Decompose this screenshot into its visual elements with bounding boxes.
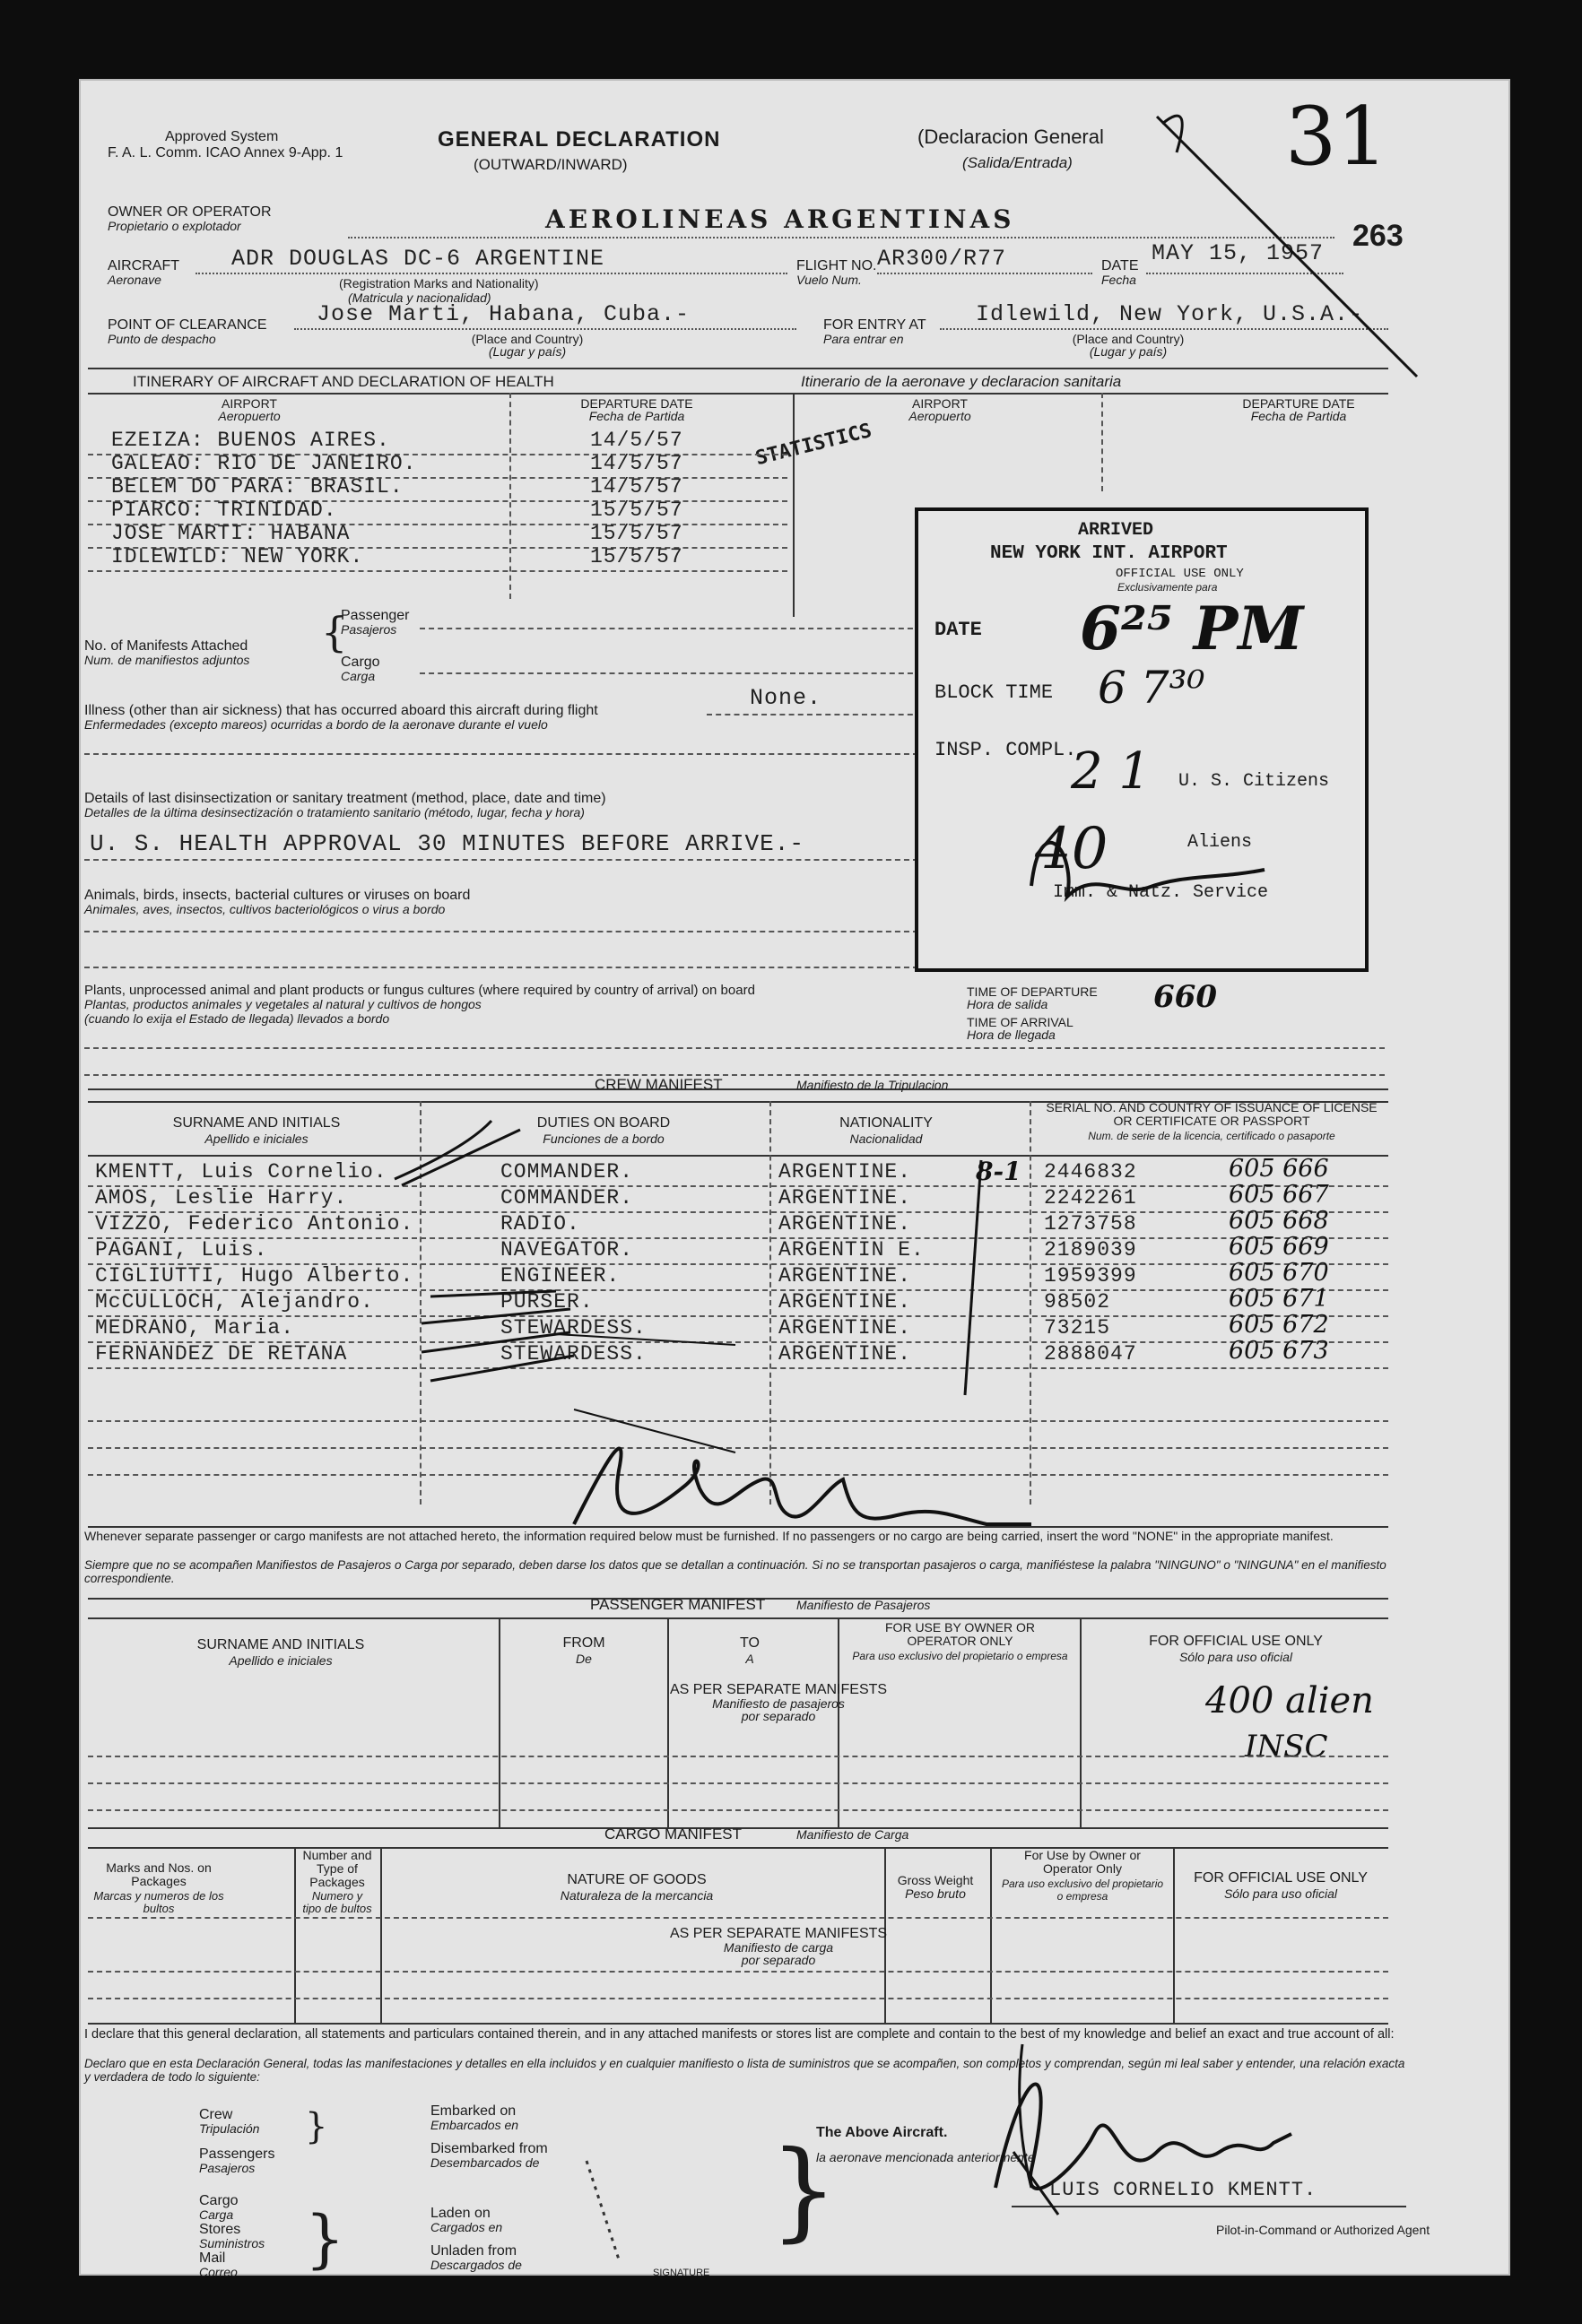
- crew-heading: CREW MANIFEST: [595, 1076, 723, 1093]
- cargo-heading-rule: [88, 1847, 1388, 1849]
- crew-name: FERNANDEZ DE RETANA: [95, 1342, 348, 1366]
- crew-name: AMOS, Leslie Harry.: [95, 1186, 348, 1210]
- passenger-col-to-es: A: [745, 1652, 754, 1666]
- stamp-insp-label: INSP. COMPL.: [934, 739, 1077, 761]
- decl-brace-2: }: [305, 2202, 345, 2276]
- crew-nat: ARGENTINE.: [778, 1212, 912, 1236]
- crew-nat: ARGENTIN E.: [778, 1238, 925, 1262]
- signature-line: [1012, 2206, 1406, 2207]
- plants-label-es-2: (cuando lo exija el Estado de llegada) llevados a bordo: [84, 1011, 390, 1026]
- fal-reference: F. A. L. Comm. ICAO Annex 9-App. 1: [108, 145, 343, 160]
- crew-nat: ARGENTINE.: [778, 1316, 912, 1340]
- entry-value: Idlewild, New York, U.S.A.-: [976, 301, 1364, 327]
- cargo-sep-4: [990, 1847, 992, 2023]
- clearance-label-es: Punto de despacho: [108, 332, 216, 346]
- itinerary-heading-es: Itinerario de la aeronave y declaracion sanitaria: [801, 373, 1122, 390]
- stamp-official-es: Exclusivamente para: [1117, 581, 1218, 594]
- hw-aliens: 40: [1035, 816, 1108, 882]
- itinerary-airport: JOSE MARTI: HABANA: [111, 522, 351, 545]
- hw-block: 6 7³⁰: [1098, 662, 1205, 714]
- passenger-col-owner: FOR USE BY OWNER OR OPERATOR ONLY: [885, 1620, 1035, 1648]
- decl-stores: Stores: [199, 2222, 241, 2237]
- passenger-sep-4: [1080, 1617, 1082, 1827]
- arrival-time-label: TIME OF ARRIVAL: [967, 1015, 1074, 1029]
- date-value: MAY 15, 1957: [1152, 240, 1325, 266]
- stamp-citizens-label: U. S. Citizens: [1178, 771, 1330, 792]
- itinerary-top-rule: [88, 368, 1388, 369]
- passenger-col-official: FOR OFFICIAL USE ONLY: [1149, 1634, 1323, 1649]
- cargo-col-official-es: Sólo para uso oficial: [1223, 1886, 1338, 1901]
- crew-name: MEDRANO, Maria.: [95, 1316, 295, 1340]
- cargo-col-nature-es: Naturaleza de la mercancia: [560, 1888, 714, 1903]
- itinerary-date: 15/5/57: [590, 545, 683, 568]
- illness-label: Illness (other than air sickness) that has occurred aboard this aircraft during flight: [84, 703, 598, 718]
- illness-line: [707, 714, 922, 715]
- page-number: 263: [1352, 219, 1404, 253]
- disinsection-value: U. S. HEALTH APPROVAL 30 MINUTES BEFORE ARRIVE.-: [90, 830, 804, 857]
- decl-disembarked: Disembarked from: [430, 2141, 548, 2156]
- decl-cargo: Cargo: [199, 2193, 239, 2208]
- crew-handwritten-number: 605 668: [1229, 1207, 1329, 1235]
- crew-handwritten-number: 605 672: [1229, 1311, 1329, 1339]
- cargo-separate: AS PER SEPARATE MANIFESTS: [669, 1926, 888, 1941]
- aircraft-label-es: Aeronave: [108, 273, 161, 287]
- stamp-service-label: Imm. & Natz. Service: [1053, 882, 1269, 903]
- crew-serial: 1959399: [1044, 1264, 1137, 1288]
- cargo-manifest-line: [420, 672, 922, 674]
- crew-nat: ARGENTINE.: [778, 1160, 912, 1184]
- form-title: GENERAL DECLARATION: [438, 127, 721, 152]
- hw-insp: 2 1: [1071, 742, 1152, 801]
- hw-arrival-time: 660: [1153, 979, 1217, 1015]
- departure-time-label: TIME OF DEPARTURE: [967, 984, 1098, 999]
- form-subtitle-es: (Salida/Entrada): [962, 154, 1073, 171]
- passenger-separate: AS PER SEPARATE MANIFESTS: [669, 1682, 888, 1697]
- flight-label: FLIGHT NO.: [796, 258, 877, 273]
- crew-handwritten-number: 605 669: [1229, 1233, 1329, 1261]
- crew-handwritten-number: 605 673: [1229, 1337, 1329, 1365]
- aircraft-value: ADR DOUGLAS DC-6 ARGENTINE: [231, 246, 605, 272]
- itinerary-airport: GALEAO: RIO DE JANEIRO.: [111, 452, 417, 475]
- manifests-passenger: Passenger: [341, 608, 410, 623]
- itinerary-date: 14/5/57: [590, 429, 683, 452]
- stamp-date-label: DATE: [934, 619, 982, 641]
- notice-text-es: Siempre que no se acompañen Manifiestos de Pasajeros o Carga por separado, deben darse los datos que se detallan a continuación. Si no se transportan pasajeros o carga, manifiéstese la palabra "NINGUNO" o "NINGUNA" en el manifiesto correspondiente.: [84, 1558, 1386, 1585]
- stamp-aliens-label: Aliens: [1187, 832, 1253, 853]
- itinerary-heading: ITINERARY OF AIRCRAFT AND DECLARATION OF HEALTH: [133, 373, 554, 390]
- hw-passenger-official-2: INSC: [1245, 1729, 1328, 1765]
- cargo-separate-es-2: por separado: [741, 1953, 816, 1967]
- date-underline: [1146, 273, 1343, 274]
- clearance-caption: (Place and Country): [471, 332, 584, 346]
- passenger-separate-es-1: Manifiesto de pasajeros: [712, 1696, 845, 1711]
- passenger-col-from: FROM: [562, 1635, 605, 1651]
- passenger-separate-es-2: por separado: [741, 1709, 816, 1723]
- cargo-col-number: Number and Type of Packages: [302, 1848, 372, 1889]
- decl-crew: Crew: [199, 2107, 233, 2122]
- crew-col-duties-es: Funciones de a bordo: [543, 1132, 665, 1146]
- crew-name: KMENTT, Luis Cornelio.: [95, 1160, 387, 1184]
- disinsection-line: [84, 859, 918, 861]
- crew-serial: 2242261: [1044, 1186, 1137, 1210]
- plants-label: Plants, unprocessed animal and plant products or fungus cultures (where required by country of arrival) on board: [84, 983, 755, 998]
- cargo-col-owner-es: Para uso exclusivo del propietario o empresa: [1001, 1877, 1164, 1903]
- cargo-heading: CARGO MANIFEST: [604, 1825, 743, 1843]
- decl-unladen: Unladen from: [430, 2243, 517, 2259]
- owner-value: AEROLINEAS ARGENTINAS: [545, 204, 1015, 234]
- crew-row-line: [88, 1237, 1388, 1239]
- manifests-label-es: Num. de manifiestos adjuntos: [84, 653, 250, 667]
- passenger-sep-1: [499, 1617, 500, 1827]
- passenger-heading-es: Manifiesto de Pasajeros: [796, 1598, 931, 1612]
- manifests-label: No. of Manifests Attached: [84, 638, 248, 654]
- aircraft-label: AIRCRAFT: [108, 258, 179, 273]
- crew-duty: PURSER.: [500, 1290, 594, 1314]
- stamp-airport: NEW YORK INT. AIRPORT: [990, 543, 1228, 564]
- entry-label: FOR ENTRY AT: [823, 317, 926, 333]
- passenger-col-owner-es: Para uso exclusivo del propietario o empresa: [852, 1650, 1068, 1662]
- handwritten-number: 31: [1285, 90, 1388, 184]
- itinerary-date: 14/5/57: [590, 475, 683, 499]
- cargo-col-official: FOR OFFICIAL USE ONLY: [1194, 1870, 1368, 1886]
- cargo-heading-es: Manifiesto de Carga: [796, 1827, 909, 1842]
- clearance-value: Jose Marti, Habana, Cuba.-: [317, 301, 691, 327]
- itinerary-divider: [793, 393, 795, 617]
- notice-rule: [88, 1526, 1388, 1528]
- registration-caption-es: (Matricula y nacionalidad): [348, 290, 491, 305]
- crew-duty: ENGINEER.: [500, 1264, 621, 1288]
- owner-label-es: Propietario o explotador: [108, 219, 241, 233]
- plants-line: [84, 1047, 1385, 1049]
- passenger-line-3: [88, 1809, 1388, 1811]
- passenger-col-to: TO: [740, 1635, 760, 1651]
- date-label: DATE: [1101, 258, 1139, 273]
- animals-line-2: [84, 967, 918, 968]
- crew-serial: 98502: [1044, 1290, 1111, 1314]
- crew-col-nationality: NATIONALITY: [839, 1115, 933, 1131]
- crew-sep-3: [1030, 1101, 1031, 1505]
- owner-label: OWNER OR OPERATOR: [108, 204, 272, 220]
- crew-duty: RADIO.: [500, 1212, 580, 1236]
- cargo-separate-es-1: Manifiesto de carga: [723, 1940, 834, 1955]
- owner-underline: [348, 237, 1334, 238]
- crew-serial: 2446832: [1044, 1160, 1137, 1184]
- decl-cargo-es: Carga: [199, 2207, 234, 2222]
- passenger-col-name-es: Apellido e iniciales: [229, 1653, 333, 1668]
- plants-line-2: [84, 1074, 1385, 1076]
- col-departure-right-es: Fecha de Partida: [1250, 409, 1347, 423]
- cargo-line-3: [88, 1998, 1388, 1999]
- notice-text: Whenever separate passenger or cargo manifests are not attached hereto, the information required below must be furnished. If no passengers or no cargo are being carried, insert the word "NONE" in the appropriate manifest.: [84, 1529, 1334, 1543]
- manifests-passenger-es: Pasajeros: [341, 622, 397, 637]
- col-departure: DEPARTURE DATE: [580, 396, 693, 411]
- crew-col-nationality-es: Nacionalidad: [849, 1132, 923, 1146]
- passenger-line-1: [88, 1756, 1388, 1757]
- animals-label-es: Animales, aves, insectos, cultivos bacteriológicos o virus a bordo: [84, 902, 446, 916]
- crew-name: PAGANI, Luis.: [95, 1238, 268, 1262]
- stamp-arrived: ARRIVED: [1078, 520, 1154, 541]
- flight-value: AR300/R77: [877, 246, 1007, 272]
- decl-disembarked-es: Desembarcados de: [430, 2155, 540, 2170]
- decl-brace-1: }: [305, 2106, 328, 2147]
- clearance-label: POINT OF CLEARANCE: [108, 317, 267, 333]
- entry-underline: [940, 328, 1388, 330]
- col-airport: AIRPORT: [222, 396, 277, 411]
- animals-line: [84, 931, 918, 932]
- crew-handwritten-number: 605 666: [1229, 1155, 1329, 1183]
- decl-embarked-es: Embarcados en: [430, 2118, 519, 2132]
- col-departure-es: Fecha de Partida: [588, 409, 685, 423]
- cargo-col-weight: Gross Weight: [897, 1873, 974, 1887]
- decl-passengers: Passengers: [199, 2146, 275, 2162]
- crew-col-serial-es: Num. de serie de la licencia, certificado o pasaporte: [1088, 1130, 1335, 1142]
- itinerary-date: 14/5/57: [590, 452, 683, 475]
- cargo-col-marks: Marks and Nos. on Packages: [106, 1860, 212, 1888]
- crew-serial: 73215: [1044, 1316, 1111, 1340]
- crew-nat: ARGENTINE.: [778, 1290, 912, 1314]
- cargo-line-2: [88, 1971, 1388, 1973]
- crew-col-serial: SERIAL NO. AND COUNTRY OF ISSUANCE OF LICENSE OR CERTIFICATE OR PASSPORT: [1046, 1100, 1378, 1128]
- aircraft-underline: [196, 273, 787, 274]
- disinsection-label-es: Detalles de la última desinsectización o tratamiento sanitario (método, lugar, fecha y hora): [84, 805, 585, 819]
- decl-aircraft: The Above Aircraft.: [816, 2125, 948, 2140]
- itinerary-airport: BELEM DO PARA: BRASIL.: [111, 475, 404, 499]
- registration-caption: (Registration Marks and Nationality): [339, 276, 539, 290]
- passenger-sep-2: [667, 1617, 669, 1827]
- illness-line-2: [84, 753, 918, 755]
- form-title-es: (Declaracion General: [917, 126, 1104, 148]
- col-airport-es: Aeropuerto: [218, 409, 281, 423]
- crew-col-duties: DUTIES ON BOARD: [536, 1115, 671, 1131]
- decl-unladen-es: Descargados de: [430, 2258, 522, 2272]
- decl-aircraft-es: la aeronave mencionada anteriormente: [816, 2150, 1035, 2164]
- date-label-es: Fecha: [1101, 273, 1136, 287]
- crew-col-name: SURNAME AND INITIALS: [172, 1115, 341, 1131]
- cargo-sep-1: [294, 1847, 296, 2023]
- manifests-cargo-es: Carga: [341, 669, 376, 683]
- crew-empty-line: [88, 1474, 1388, 1476]
- crew-handwritten-number: 605 671: [1229, 1285, 1329, 1313]
- crew-top-rule: [88, 1088, 1388, 1090]
- flight-underline: [877, 273, 1092, 274]
- clearance-underline: [294, 328, 796, 330]
- crew-duty: STEWARDESS.: [500, 1342, 647, 1366]
- col-airport-right-es: Aeropuerto: [908, 409, 971, 423]
- clearance-caption-es: (Lugar y país): [488, 344, 567, 359]
- entry-label-es: Para entrar en: [823, 332, 904, 346]
- cargo-col-number-es: Numero y tipo de bultos: [302, 1889, 372, 1915]
- crew-row-line: [88, 1367, 1388, 1369]
- passenger-heading: PASSENGER MANIFEST: [590, 1596, 766, 1613]
- arrival-time-label-es: Hora de llegada: [967, 1028, 1056, 1042]
- declaration-form: [79, 79, 1510, 2279]
- illness-label-es: Enfermedades (excepto mareos) ocurridas a bordo de la aeronave durante el vuelo: [84, 717, 548, 732]
- itinerary-airport: IDLEWILD: NEW YORK.: [111, 545, 364, 568]
- decl-mail: Mail: [199, 2250, 226, 2266]
- passenger-sep-3: [838, 1617, 839, 1827]
- itinerary-date: 15/5/57: [590, 499, 683, 522]
- cargo-bottom-rule: [88, 2023, 1388, 2025]
- itinerary-row-line: [88, 570, 787, 572]
- approved-system-label: Approved System: [165, 129, 279, 144]
- decl-passengers-es: Pasajeros: [199, 2161, 256, 2175]
- crew-duty: COMMANDER.: [500, 1186, 634, 1210]
- crew-handwritten-number: 605 667: [1229, 1181, 1329, 1209]
- itinerary-col-sep: [509, 393, 511, 599]
- passenger-col-name: SURNAME AND INITIALS: [196, 1637, 365, 1652]
- crew-duty: NAVEGATOR.: [500, 1238, 634, 1262]
- cargo-col-weight-es: Peso bruto: [905, 1886, 966, 1901]
- entry-caption-es: (Lugar y país): [1089, 344, 1168, 359]
- itinerary-col-sep-right: [1101, 393, 1103, 491]
- crew-serial: 2888047: [1044, 1342, 1137, 1366]
- crew-heading-es: Manifiesto de la Tripulacion: [796, 1078, 949, 1092]
- crew-handwritten-number: 605 670: [1229, 1259, 1329, 1287]
- crew-header-rule: [88, 1155, 1388, 1157]
- cargo-col-nature: NATURE OF GOODS: [567, 1872, 707, 1887]
- animals-label: Animals, birds, insects, bacterial cultures or viruses on board: [84, 888, 471, 903]
- form-subtitle: (OUTWARD/INWARD): [474, 156, 628, 173]
- manifests-brace: {: [321, 608, 348, 656]
- crew-serial: 1273758: [1044, 1212, 1137, 1236]
- crew-name: CIGLIUTTI, Hugo Alberto.: [95, 1264, 414, 1288]
- entry-caption: (Place and Country): [1072, 332, 1185, 346]
- arrival-stamp: [915, 507, 1369, 972]
- hw-passenger-official-1: 400 alien: [1205, 1680, 1374, 1721]
- decl-embarked: Embarked on: [430, 2103, 517, 2119]
- signature-caption: SIGNATURE: [653, 2268, 710, 2278]
- col-airport-right: AIRPORT: [912, 396, 968, 411]
- signer-name: LUIS CORNELIO KMENTT.: [1049, 2179, 1317, 2201]
- cargo-col-marks-es: Marcas y numeros de los bultos: [93, 1889, 224, 1915]
- crew-name: McCULLOCH, Alejandro.: [95, 1290, 374, 1314]
- decl-mail-es: Correo: [199, 2265, 238, 2279]
- hw-date: 6²⁵ PM: [1080, 594, 1304, 663]
- crew-col-name-es: Apellido e iniciales: [204, 1132, 309, 1146]
- decl-crew-es: Tripulación: [199, 2121, 260, 2136]
- illness-value: None.: [750, 685, 822, 711]
- cargo-col-owner: For Use by Owner or Operator Only: [1024, 1848, 1141, 1876]
- stamp-official: OFFICIAL USE ONLY: [1116, 567, 1244, 581]
- crew-sep-1: [420, 1101, 422, 1505]
- declaration-text: I declare that this general declaration, all statements and particulars contained therein, and in any attached manifests or stores list are complete and contain to the best of my knowledge and belief an exact and true account of all:: [84, 2027, 1395, 2042]
- statistics-stamp: STATISTICS: [753, 419, 874, 471]
- hw-crew-tick: 8-1: [976, 1157, 1021, 1186]
- crew-name: VIZZO, Federico Antonio.: [95, 1212, 414, 1236]
- cargo-line-1: [88, 1917, 1388, 1919]
- crew-nat: ARGENTINE.: [778, 1186, 912, 1210]
- crew-nat: ARGENTINE.: [778, 1342, 912, 1366]
- departure-time-label-es: Hora de salida: [967, 997, 1048, 1011]
- cargo-sep-5: [1173, 1847, 1175, 2023]
- crew-empty-line: [88, 1447, 1388, 1449]
- itinerary-airport: EZEIZA: BUENOS AIRES.: [111, 429, 390, 452]
- passenger-line-2: [88, 1782, 1388, 1784]
- crew-sep-2: [769, 1101, 771, 1505]
- decl-laden-es: Cargados en: [430, 2220, 503, 2234]
- itinerary-heading-rule: [88, 393, 1388, 395]
- plants-label-es: Plantas, productos animales y vegetales al natural y cultivos de hongos: [84, 997, 482, 1011]
- crew-serial: 2189039: [1044, 1238, 1137, 1262]
- passenger-col-official-es: Sólo para uso oficial: [1178, 1650, 1293, 1664]
- disinsection-label: Details of last disinsectization or sanitary treatment (method, place, date and time): [84, 791, 606, 806]
- itinerary-airport: PIARCO: TRINIDAD.: [111, 499, 337, 522]
- stamp-block-label: BLOCK TIME: [934, 681, 1054, 704]
- col-departure-right: DEPARTURE DATE: [1242, 396, 1355, 411]
- passenger-manifest-line: [420, 628, 922, 629]
- itinerary-date: 15/5/57: [590, 522, 683, 545]
- decl-laden: Laden on: [430, 2206, 491, 2221]
- passenger-col-from-es: De: [576, 1652, 592, 1666]
- declaration-text-es: Declaro que en esta Declaración General, todas las manifestaciones y detalles en ella incluidos y en cualquier manifiesto o lista de suministros que se acompañen, son completos y comprendan, según mi leal saber y entender, una relación exacta y verdadera de todo lo siguiente:: [84, 2057, 1405, 2084]
- manifests-cargo: Cargo: [341, 655, 380, 670]
- passenger-heading-rule: [88, 1617, 1388, 1619]
- decl-stores-es: Suministros: [199, 2236, 265, 2250]
- crew-duty: STEWARDESS.: [500, 1316, 647, 1340]
- cargo-sep-2: [380, 1847, 382, 2023]
- crew-empty-line: [88, 1420, 1388, 1422]
- crew-duty: COMMANDER.: [500, 1160, 634, 1184]
- crew-nat: ARGENTINE.: [778, 1264, 912, 1288]
- flight-label-es: Vuelo Num.: [796, 273, 862, 287]
- signer-role: Pilot-in-Command or Authorized Agent: [1216, 2223, 1430, 2237]
- decl-brace-3: }: [769, 2129, 839, 2253]
